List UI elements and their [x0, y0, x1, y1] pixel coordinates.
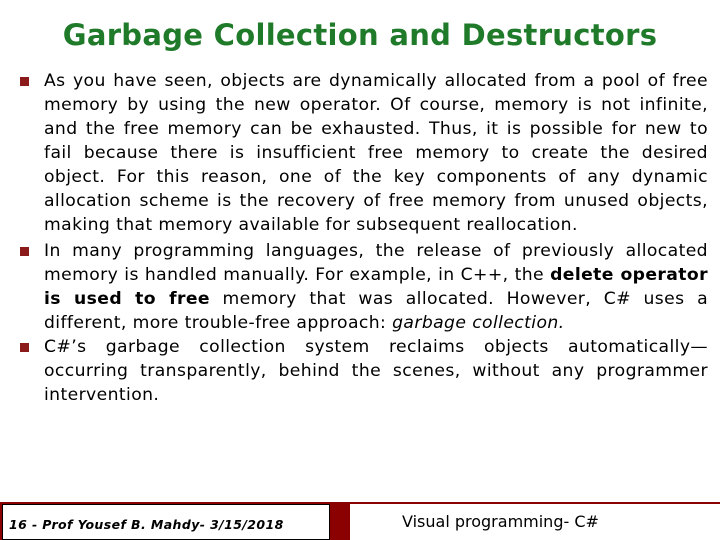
square-bullet-icon: [20, 343, 29, 352]
bullet-text-part: In many programming languages, the release of previously allocated memory is handled manually. For example, in C++, the: [44, 241, 708, 285]
bullet-text-bold: delete operator is used to free: [44, 265, 708, 309]
footer-slide-info: 16 - Prof Yousef B. Mahdy- 3/15/2018: [9, 517, 284, 532]
bullet-text: C#’s garbage collection system reclaims objects automatically—occurring transparently, behind the scenes, without any programmer intervention.: [44, 337, 708, 405]
bullet-item: [18, 69, 708, 237]
square-bullet-icon: [20, 247, 29, 256]
bullet-item: [18, 239, 708, 335]
bullet-text: [44, 239, 708, 335]
bullet-list: [18, 69, 708, 407]
bullet-item: [18, 335, 708, 407]
footer-course-name: Visual programming- C#: [402, 512, 599, 531]
square-bullet-icon: [20, 77, 29, 86]
footer-left-box: [2, 504, 330, 540]
bullet-text-part: memory that was allocated. However, C# uses a different, more trouble-free approach:: [44, 289, 708, 333]
footer-right-box: [350, 504, 720, 540]
bullet-text: As you have seen, objects are dynamically allocated from a pool of free memory by using the new operator. Of course, memory is not infinite, and the free memory can be exhausted. Thus, it is possible for new to fail because there is insufficient free memory to create the desired object. For this reason, one of the key components of any dynamic allocation scheme is the recovery of free memory from unused objects, making that memory available for subsequent reallocation.: [44, 71, 708, 235]
slide-title: Garbage Collection and Destructors: [62, 18, 658, 52]
bullet-text-italic: garbage collection.: [392, 313, 565, 333]
